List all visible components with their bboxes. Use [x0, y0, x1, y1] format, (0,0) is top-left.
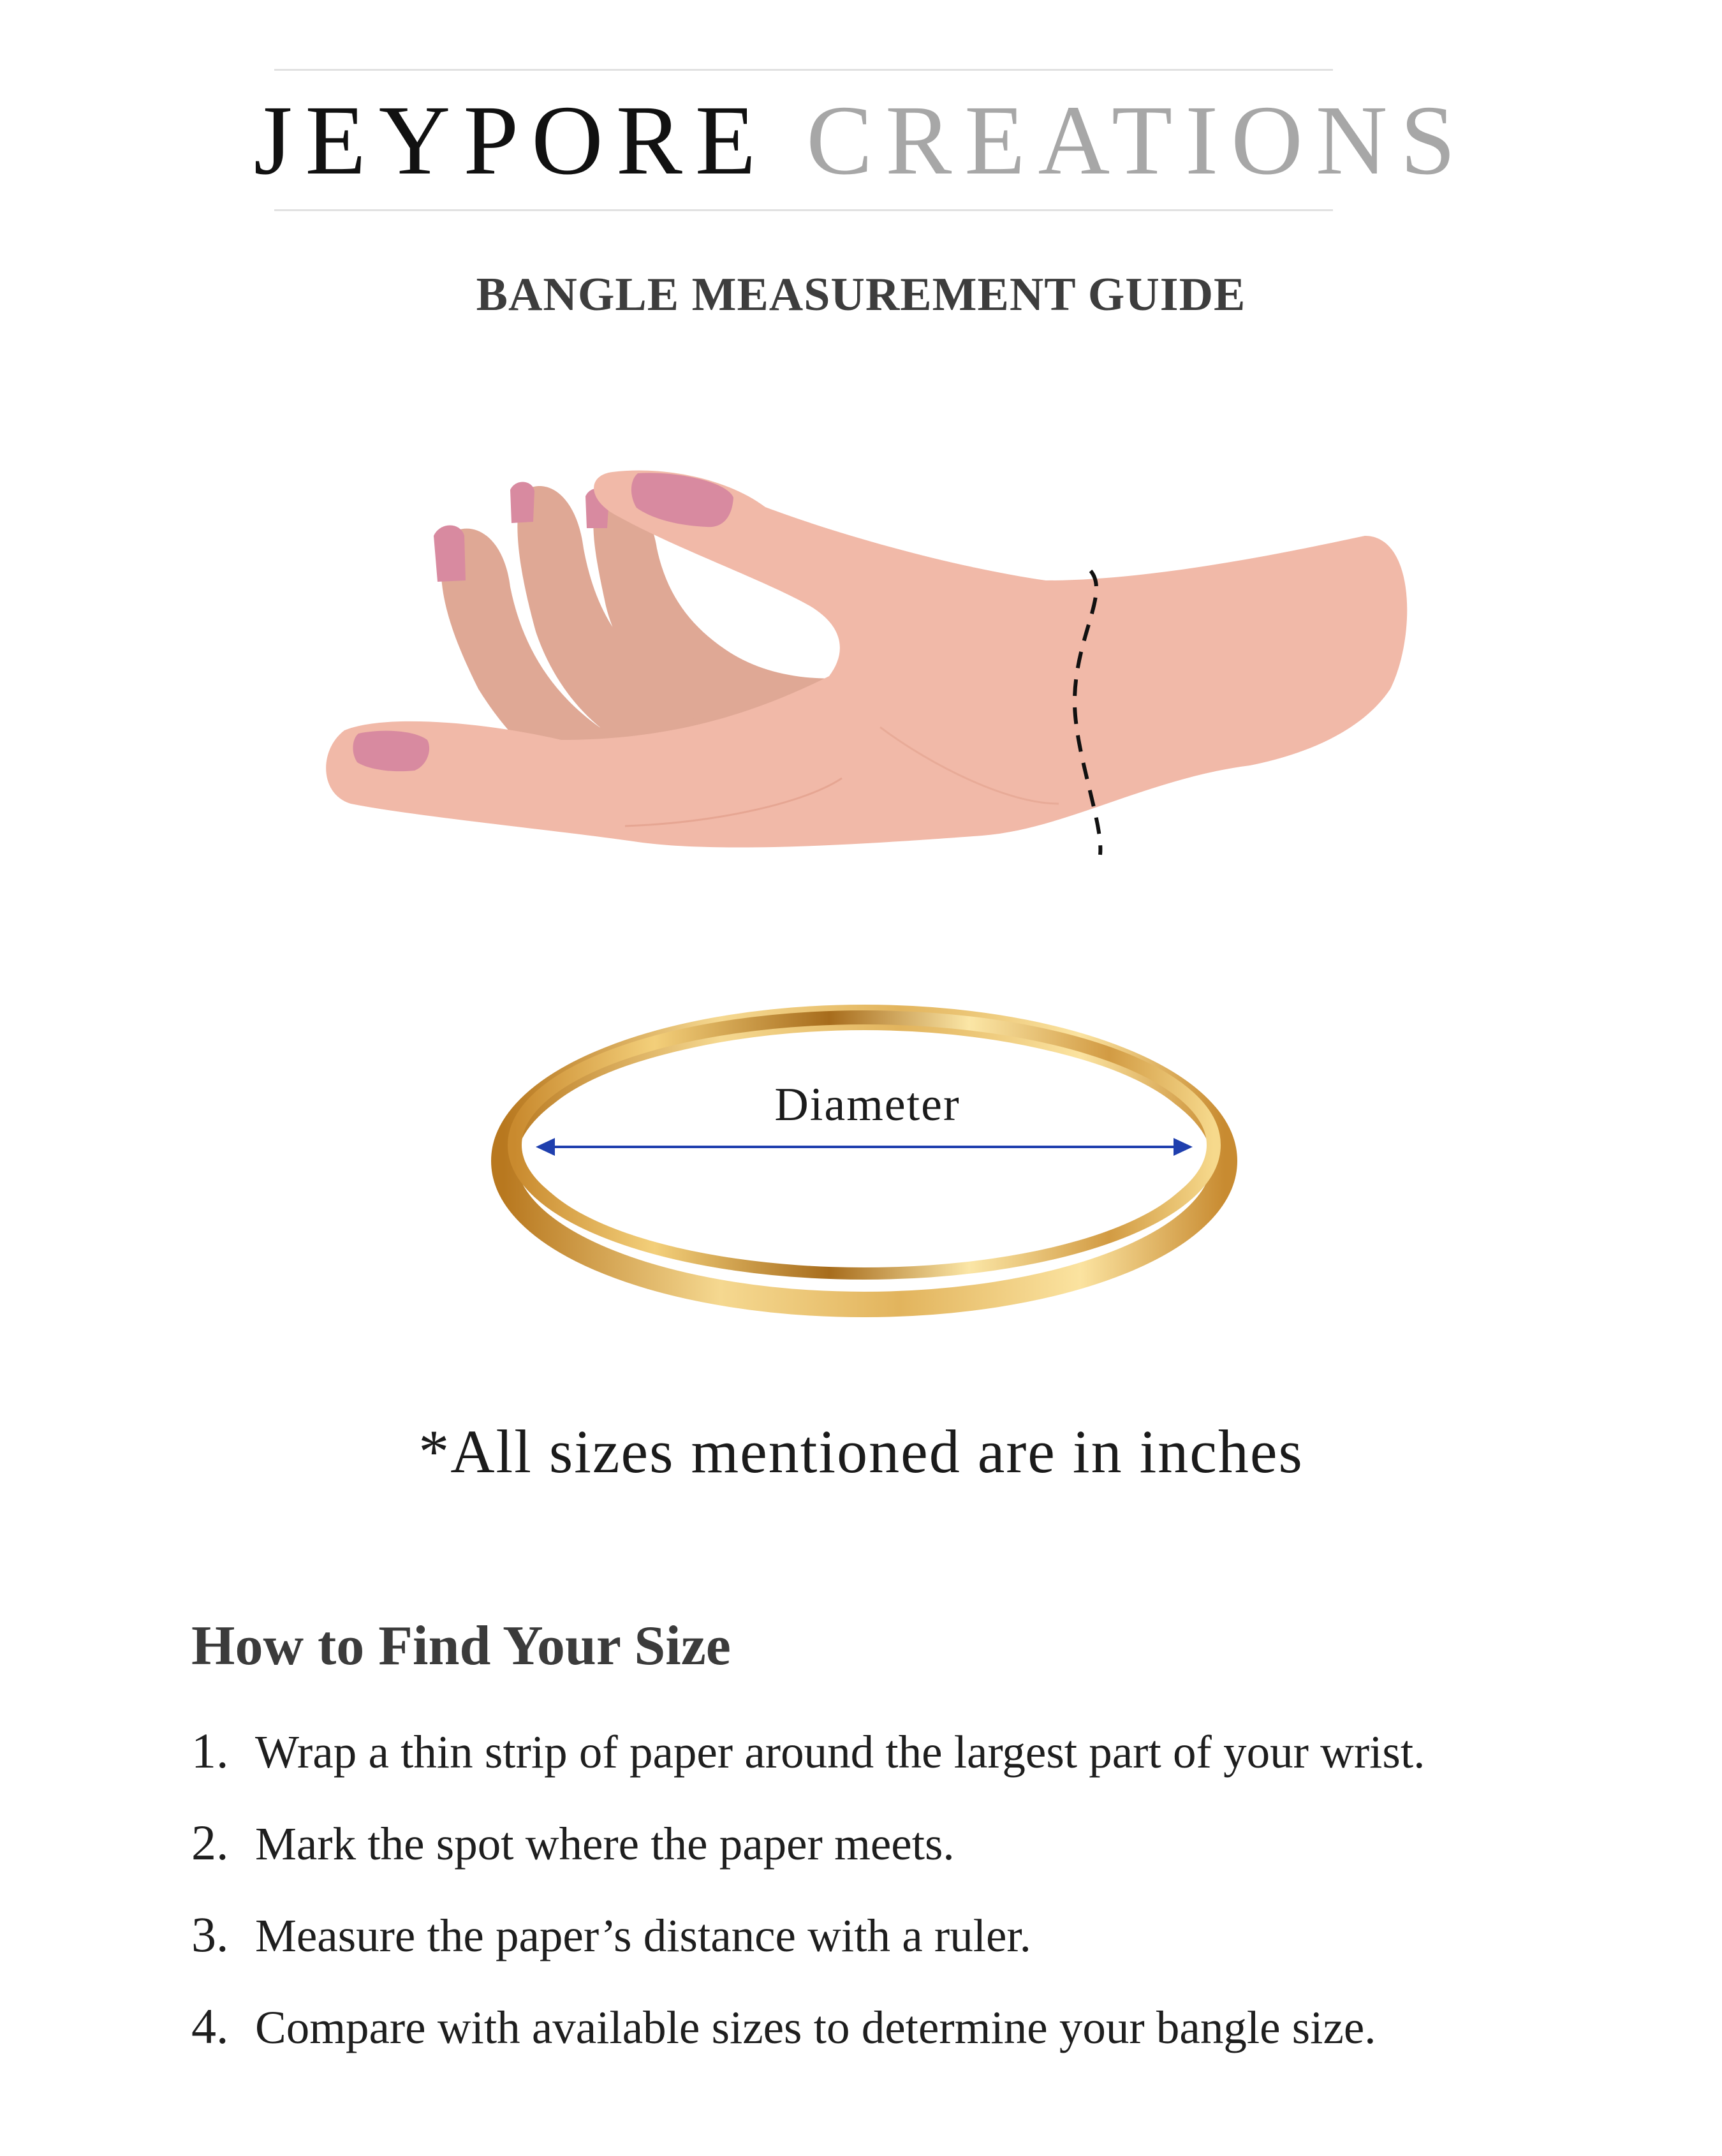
logo-bottom-rule [274, 209, 1333, 211]
brand-name-secondary: CREATIONS [806, 85, 1469, 195]
hand-illustration [319, 447, 1416, 893]
logo-top-rule [274, 69, 1333, 71]
step-number: 3. [191, 1907, 229, 1962]
how-to-steps [191, 1722, 1594, 2090]
step-item [191, 1722, 1594, 1814]
step-item [191, 1998, 1594, 2090]
bangle-illustration [491, 982, 1237, 1327]
step-number: 4. [191, 1998, 229, 2054]
step-text: Mark the spot where the paper meets. [255, 1818, 955, 1870]
step-number: 1. [191, 1723, 229, 1778]
step-text: Measure the paper’s distance with a ruler. [255, 1910, 1031, 1961]
how-to-heading: How to Find Your Size [191, 1615, 731, 1677]
page-title: BANGLE MEASUREMENT GUIDE [476, 269, 1246, 321]
step-item [191, 1814, 1594, 1906]
step-text: Compare with available sizes to determine your bangle size. [255, 2002, 1376, 2053]
step-text: Wrap a thin strip of paper around the largest part of your wrist. [255, 1726, 1425, 1778]
step-number: 2. [191, 1815, 229, 1870]
sizes-unit-note: *All sizes mentioned are in inches [418, 1417, 1304, 1486]
brand-logo [0, 83, 1722, 198]
brand-name-primary: JEYPORE [253, 85, 769, 195]
step-item [191, 1906, 1594, 1998]
diameter-label: Diameter [774, 1079, 960, 1131]
